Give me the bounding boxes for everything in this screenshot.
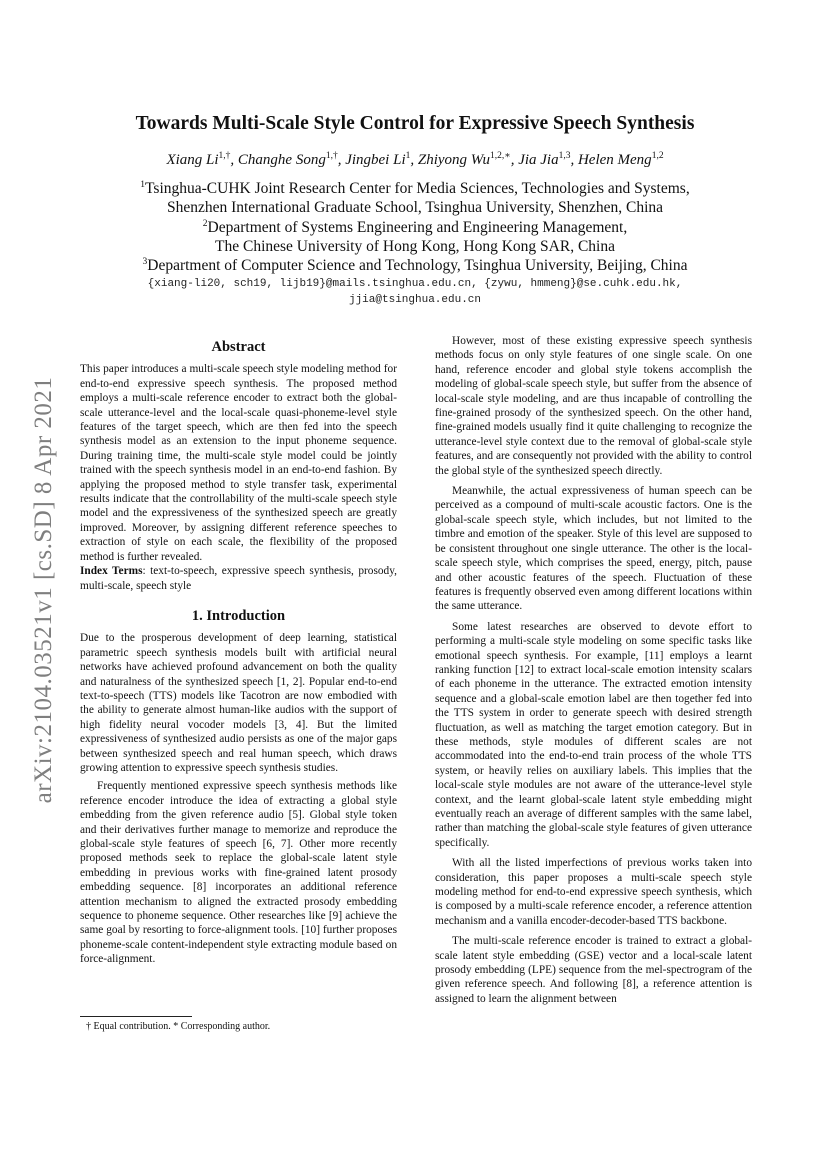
affiliation-text: The Chinese University of Hong Kong, Hong Kong SAR, China	[215, 237, 615, 255]
arxiv-identifier-stamp: arXiv:2104.03521v1 [cs.SD] 8 Apr 2021	[30, 376, 57, 804]
index-terms-text: : text-to-speech, expressive speech synthesis, prosody, multi-scale, speech style	[80, 565, 397, 592]
affiliation-text: Tsinghua-CUHK Joint Research Center for Media Sciences, Technologies and Systems,	[145, 180, 690, 198]
affiliation-line	[80, 218, 750, 237]
author-affiliation-mark: 1,†	[218, 151, 231, 162]
email-line[interactable]: jjia@tsinghua.edu.cn	[348, 293, 482, 306]
index-terms-label: Index Terms	[80, 565, 143, 578]
body-paragraph: With all the listed imperfections of previous works taken into consideration, this paper proposes a multi-scale speech style modeling method for end-to-end expressive speech synthesis, which is composed by a multi-scale reference encoder, a reference attention mechanism and a vanilla encoder-decoder-based TTS backbone.	[435, 857, 752, 927]
affiliation-line	[80, 237, 750, 256]
affiliation-text: Shenzhen International Graduate School, Tsinghua University, Shenzhen, China	[166, 199, 664, 217]
body-paragraph: However, most of these existing expressive speech synthesis methods focus on only style features of one single scale. On one hand, reference encoder and global style tokens accomplish the modeling of global-scale speech style, but suffer from the absence of local-scale style modeling, and are thus incapable of controlling the fine-grained prosody of the synthesized speech. On the other hand, fine-grained models usually find it quite challenging to recognize the utterance-level style context due to the removal of global-scale style features, and are consequently not provided with the ability to control the global style of the synthesized speech directly.	[435, 335, 752, 477]
author-affiliation-mark: 1,2,∗	[489, 151, 511, 162]
author-name: Jia Jia	[518, 152, 559, 169]
abstract-paragraph: This paper introduces a multi-scale speech style modeling method for end-to-end expressive speech synthesis. The proposed method employs a multi-scale reference encoder to extract both the global-scale utterance-level and the local-scale quasi-phoneme-level style features of the target speech, which are then fed into the speech synthesis model as an extension to the input phoneme sequence. During training time, the multi-scale style model could be jointly trained with the speech synthesis model in an end-to-end fashion. By applying the proposed method to style transfer task, experimental results indicate that the controllability of the multi-scale speech style model and the expressiveness of the synthesized speech are greatly improved. Moreover, by assigning different reference speeches to extraction of style on each scale, the flexibility of the proposed method is further revealed.	[80, 363, 397, 563]
body-paragraph: The multi-scale reference encoder is trained to extract a global-scale latent style embedding (GSE) vector and a local-scale latent prosody embedding (LPE) sequence from the mel-spectrogram of the given reference speech. And following [8], a reference attention is assigned to learn the alignment between	[435, 935, 752, 1005]
intro-paragraph: Due to the prosperous development of deep learning, statistical parametric speech synthesis models built with artificial neural networks have achieved profound advancement on both the quality and naturalness of the synthesized speech [1, 2]. Popular end-to-end text-to-speech (TTS) models like Tacotron are now embodied with the ability to generate almost human-like audios with the support of high fidelity neural vocoder models [3, 4]. But the limited expressiveness of synthesized audio persists as one of the major gaps between synthesized speech and real human speech, which draws growing attention to expressive speech synthesis studies.	[80, 632, 397, 774]
abstract-heading: Abstract	[211, 339, 266, 355]
email-list	[80, 277, 750, 309]
author-name: Zhiyong Wu	[417, 152, 490, 169]
author-affiliation-mark: 1,3	[558, 151, 571, 162]
author-name: Helen Meng	[577, 152, 652, 169]
right-column	[435, 334, 752, 1012]
author-list: Xiang $Li^{1,\dagger}$, Changhe Song$^{1,\dagger}$, Jingbei Li$^1$, Zhiyong $Wu^{1,2,∗}$, Jia Jia$^{1,3}$, Helen Meng$^{1,2}$	[166, 151, 664, 169]
affiliation-number: 3	[142, 256, 148, 267]
affiliation-line	[80, 179, 750, 198]
introduction-heading: 1. Introduction	[191, 607, 286, 624]
paper-title: Towards Multi-Scale Style Control for Expressive Speech Synthesis	[135, 113, 695, 134]
body-paragraph: Meanwhile, the actual expressiveness of human speech can be perceived as a compound of multi-scale acoustic factors. One is the global-scale speech style, which includes, but not limited to the timbre and emotion of the speaker. Style of this level are supposed to be consistent throughout one single utterance. The other is the local-scale speech style, which comprises the speed, energy, pitch, pause and other acoustic features of the speech. Fluctuation of these features is frequently observed even among different locations within the same utterance.	[435, 485, 752, 613]
affiliation-text: Department of Systems Engineering and Engineering Management,	[207, 218, 628, 236]
affiliation-number: 2	[202, 218, 208, 229]
footnote-rule	[80, 1016, 192, 1017]
author-name: Changhe Song	[237, 152, 326, 169]
author-affiliation-mark: 1,†	[325, 151, 338, 162]
paper-header	[80, 112, 750, 309]
index-terms	[80, 564, 397, 593]
author-affiliation-mark: 1	[405, 151, 411, 162]
body-paragraph: Some latest researches are observed to devote effort to performing a multi-scale style modeling on some specific tasks like emotional speech synthesis. For example, [11] employs a learnt ranking function [12] to extract local-scale emotion intensity scalars of each phoneme in the utterance. The extracted emotion intensity sequence and a global-scale emotion label are then together fed into the TTS system in order to generate speech with desired strength fluctuation, as well as matching the target emotion category. But in these methods, style modules of different scales are not accommodated into the end-to-end train process of the whole TTS system, or heavily relies on auxiliary labels. This implies that the local-scale style modules are not aware of the utterance-level style context, and the learnt global-scale latent style embedding might eventually reach an average of different samples with the same label, rather than matching the global-scale style features of given utterance specifically.	[435, 620, 752, 849]
affiliation-line	[80, 256, 750, 275]
author-name: Jingbei Li	[345, 152, 406, 169]
affiliation-number: 1	[140, 180, 146, 191]
left-column	[80, 338, 397, 967]
affiliation-list	[80, 179, 750, 274]
intro-paragraph: Frequently mentioned expressive speech synthesis methods like reference encoder introduce the idea of extracting a global style embedding from the given reference audio [5]. Global style token and their derivatives further manage to memorize and reproduce the global-scale style features of speech [6, 7]. Other more recently proposed methods seek to replace the global-scale latent style embedding in previous works with fine-grained latent prosody embedding sequence. [8] incorporates an additional reference attention mechanism to aligned the extracted prosody embedding sequence to phoneme sequence. Other researches like [9] achieve the same goal by resorting to force-alignment tools. [10] further proposes phoneme-scale content-independent style extracting module based on force-alignment.	[80, 780, 397, 966]
affiliation-line	[80, 198, 750, 217]
author-name: Xiang Li	[166, 152, 219, 169]
email-line[interactable]: {xiang-li20, sch19, lijb19}@mails.tsinghua.edu.cn, {zywu, hmmeng}@se.cuhk.edu.hk,	[147, 277, 683, 290]
footnote: † Equal contribution. * Corresponding author.	[86, 1021, 271, 1032]
affiliation-text: Department of Computer Science and Technology, Tsinghua University, Beijing, China	[147, 256, 688, 274]
author-affiliation-mark: 1,2	[651, 151, 664, 162]
